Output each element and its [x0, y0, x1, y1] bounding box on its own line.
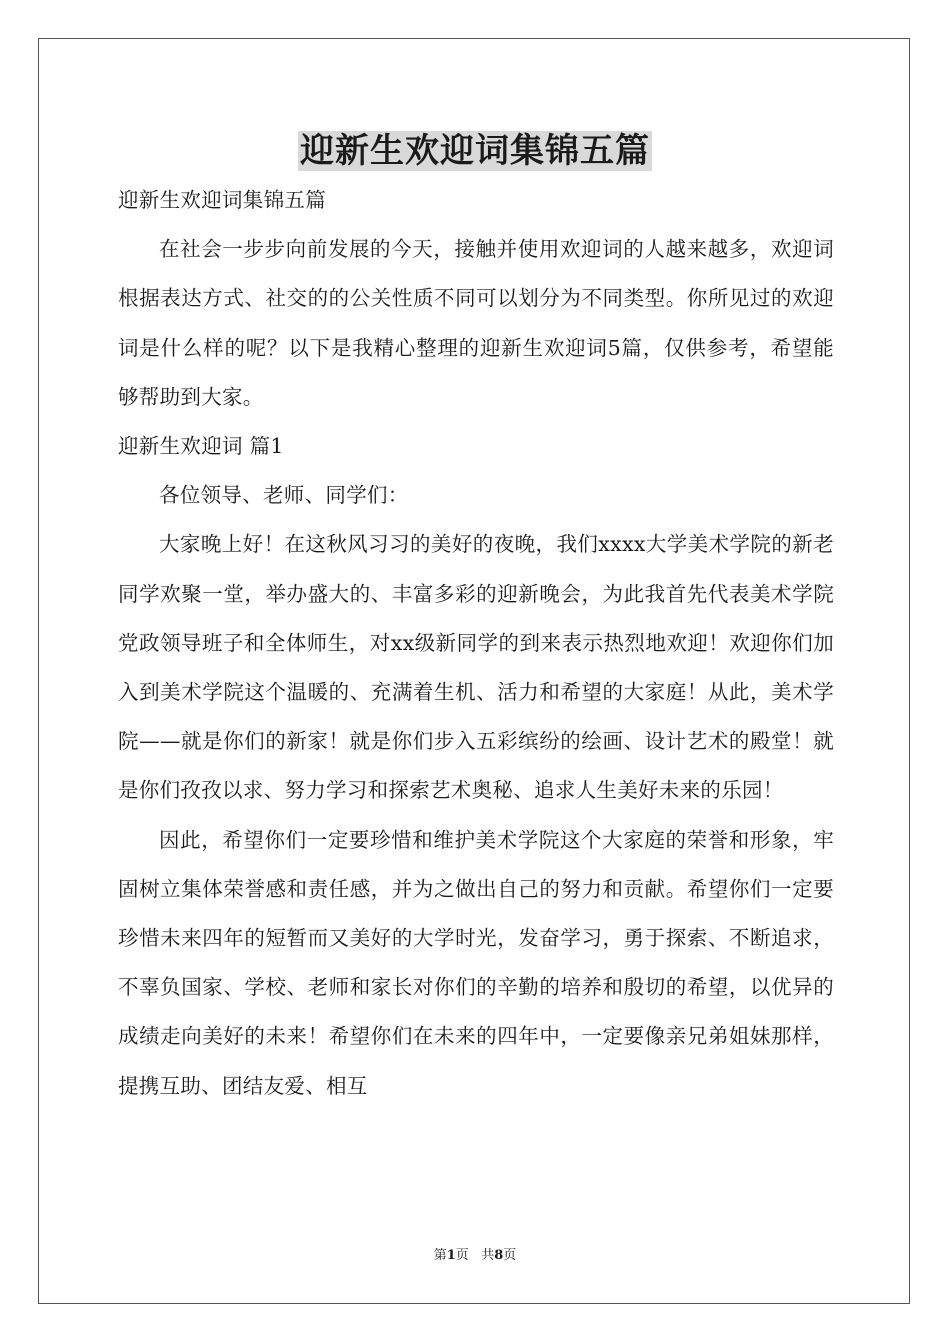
page-label-suffix: 页 — [455, 1248, 469, 1263]
page-current: 1 — [446, 1248, 456, 1263]
page-total: 8 — [494, 1248, 504, 1263]
page-footer — [0, 1248, 950, 1264]
paragraph-body: 大家晚上好！在这秋风习习的美好的夜晚，我们xxxx大学美术学院的新老同学欢聚一堂，举办盛大的、丰富多彩的迎新晚会，为此我首先代表美术学院党政领导班子和全体师生，对xx级新同学的到来表示热烈地欢迎！欢迎你们加入到美术学院这个温暖的、充满着生机、活力和希望的大家庭！从此，美术学院——就是你们的新家！就是你们步入五彩缤纷的绘画、设计艺术的殿堂！就是你们孜孜以求、努力学习和探索艺术奥秘、追求人生美好未来的乐园！ — [118, 532, 834, 803]
section-heading: 迎新生欢迎词 篇1 — [118, 434, 284, 459]
total-label-prefix: 共 — [481, 1248, 495, 1263]
total-label-suffix: 页 — [503, 1248, 517, 1263]
document-title-text: 迎新生欢迎词集锦五篇 — [300, 131, 650, 171]
document-title — [0, 128, 950, 174]
document-body — [118, 176, 834, 1111]
paragraph-body: 因此，希望你们一定要珍惜和维护美术学院这个大家庭的荣誉和形象，牢固树立集体荣誉感和责任感，并为之做出自己的努力和贡献。希望你们一定要珍惜未来四年的短暂而又美好的大学时光，发奋学习，勇于探索、不断追求，不辜负国家、学校、老师和家长对你们的辛勤的培养和殷切的希望，以优异的成绩走向美好的未来！希望你们在未来的四年中，一定要像亲兄弟姐妹那样，提携互助、团结友爱、相互 — [118, 827, 834, 1098]
paragraph-salutation: 各位领导、老师、同学们： — [159, 483, 409, 508]
page-label-prefix: 第 — [433, 1248, 447, 1263]
paragraph-subtitle: 迎新生欢迎词集锦五篇 — [118, 188, 326, 212]
paragraph-intro: 在社会一步步向前发展的今天，接触并使用欢迎词的人越来越多，欢迎词根据表达方式、社交的的公关性质不同可以划分为不同类型。你所见过的欢迎词是什么样的呢？以下是我精心整理的迎新生欢迎词5篇，仅供参考，希望能够帮助到大家。 — [118, 237, 834, 409]
